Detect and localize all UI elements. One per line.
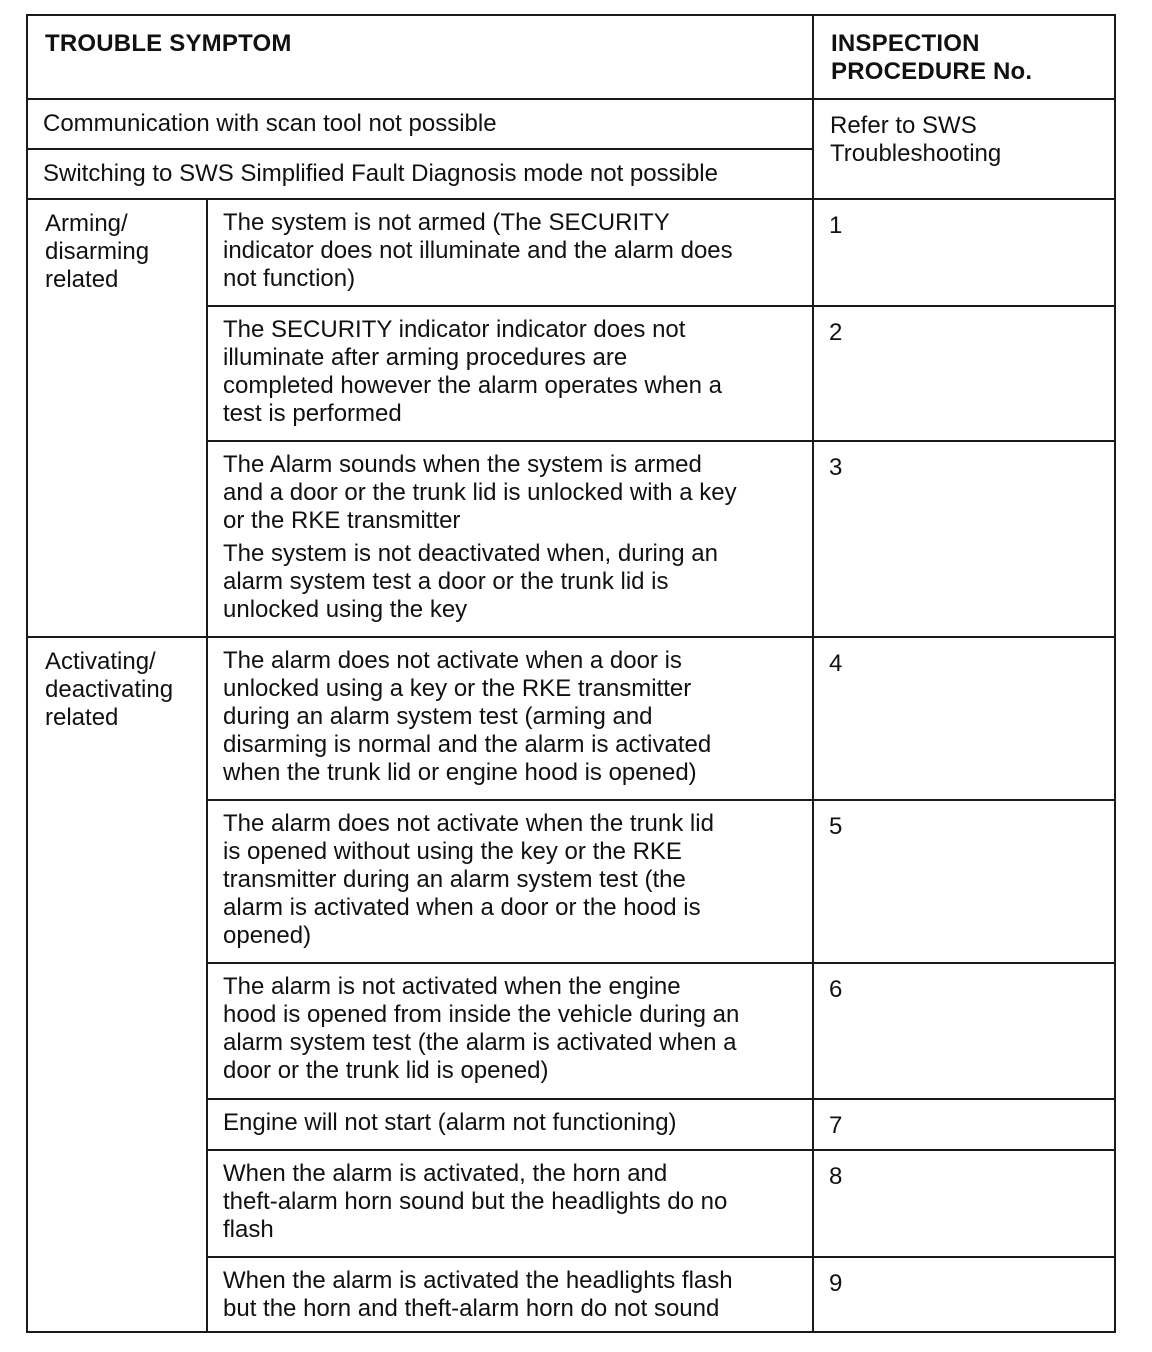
procedure-number: 4 <box>813 637 1115 800</box>
table-row <box>27 637 1115 800</box>
symptom-cell: Switching to SWS Simplified Fault Diagnosis mode not possible <box>27 149 813 199</box>
trouble-symptom-table <box>26 14 1116 1333</box>
procedure-cell-sws: Refer to SWS Troubleshooting <box>813 99 1115 199</box>
header-row <box>27 15 1115 99</box>
category-arming-disarming: Arming/ disarming related <box>27 199 207 637</box>
procedure-number: 5 <box>813 800 1115 963</box>
header-trouble-symptom: TROUBLE SYMPTOM <box>27 15 813 99</box>
symptom-cell: The Alarm sounds when the system is armed and a door or the trunk lid is unlocked with a key or the RKE transmitter The system is not deactivated when, during an alarm system test a door or the trunk lid is unlocked using the key <box>207 441 813 637</box>
procedure-number: 7 <box>813 1099 1115 1150</box>
symptom-cell: The alarm is not activated when the engine hood is opened from inside the vehicle during an alarm system test (the alarm is activated when a door or the trunk lid is opened) <box>207 963 813 1099</box>
symptom-cell: The system is not armed (The SECURITY indicator does not illuminate and the alarm does not function) <box>207 199 813 306</box>
symptom-cell: The SECURITY indicator indicator does not illuminate after arming procedures are completed however the alarm operates when a test is performed <box>207 306 813 441</box>
symptom-cell: When the alarm is activated the headlights flash but the horn and theft-alarm horn do not sound <box>207 1257 813 1332</box>
procedure-number: 6 <box>813 963 1115 1099</box>
symptom-cell: Engine will not start (alarm not functioning) <box>207 1099 813 1150</box>
category-activating-deactivating: Activating/ deactivating related <box>27 637 207 1332</box>
procedure-number: 3 <box>813 441 1115 637</box>
procedure-number: 2 <box>813 306 1115 441</box>
procedure-number: 8 <box>813 1150 1115 1257</box>
symptom-cell: The alarm does not activate when a door is unlocked using a key or the RKE transmitter during an alarm system test (arming and disarming is normal and the alarm is activated when the trunk lid or engine hood is opened) <box>207 637 813 800</box>
symptom-cell: Communication with scan tool not possible <box>27 99 813 149</box>
procedure-number: 1 <box>813 199 1115 306</box>
table-row <box>27 99 1115 149</box>
procedure-number: 9 <box>813 1257 1115 1332</box>
table-row <box>27 199 1115 306</box>
symptom-cell: The alarm does not activate when the trunk lid is opened without using the key or the RKE transmitter during an alarm system test (the alarm is activated when a door or the hood is opened) <box>207 800 813 963</box>
symptom-cell: When the alarm is activated, the horn and theft-alarm horn sound but the headlights do no flash <box>207 1150 813 1257</box>
header-inspection-procedure: INSPECTION PROCEDURE No. <box>813 15 1115 99</box>
